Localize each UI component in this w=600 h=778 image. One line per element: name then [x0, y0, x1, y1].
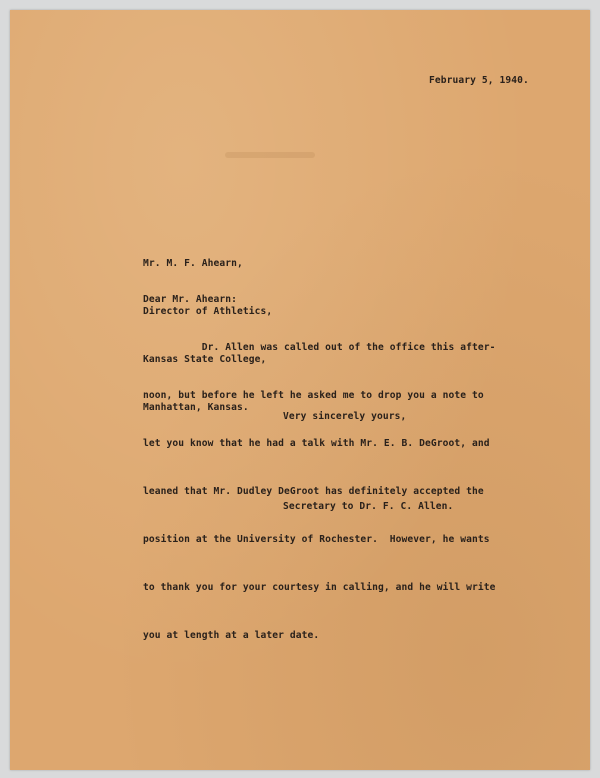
paper-stain — [225, 152, 315, 158]
body-line: leaned that Mr. Dudley DeGroot has definitely accepted the — [143, 486, 484, 497]
signature-line: Secretary to Dr. F. C. Allen. — [283, 501, 454, 512]
letter-date: February 5, 1940. — [429, 75, 529, 86]
closing: Very sincerely yours, — [283, 411, 407, 422]
address-line: Kansas State College, — [143, 354, 267, 365]
letter-page — [10, 10, 590, 770]
letter-body — [143, 308, 496, 676]
address-line: Mr. M. F. Ahearn, — [143, 258, 243, 269]
body-line: position at the University of Rochester. However, he wants — [143, 534, 490, 545]
address-line: Manhattan, Kansas. — [143, 402, 249, 413]
body-line: Dr. Allen was called out of the office this after- — [143, 342, 496, 353]
body-line: to thank you for your courtesy in calling, and he will write — [143, 582, 496, 593]
body-line: let you know that he had a talk with Mr. E. B. DeGroot, and — [143, 438, 490, 449]
salutation: Dear Mr. Ahearn: — [143, 294, 238, 305]
address-line: Director of Athletics, — [143, 306, 273, 317]
body-line: you at length at a later date. — [143, 630, 320, 641]
body-line: noon, but before he left he asked me to drop you a note to — [143, 390, 484, 401]
